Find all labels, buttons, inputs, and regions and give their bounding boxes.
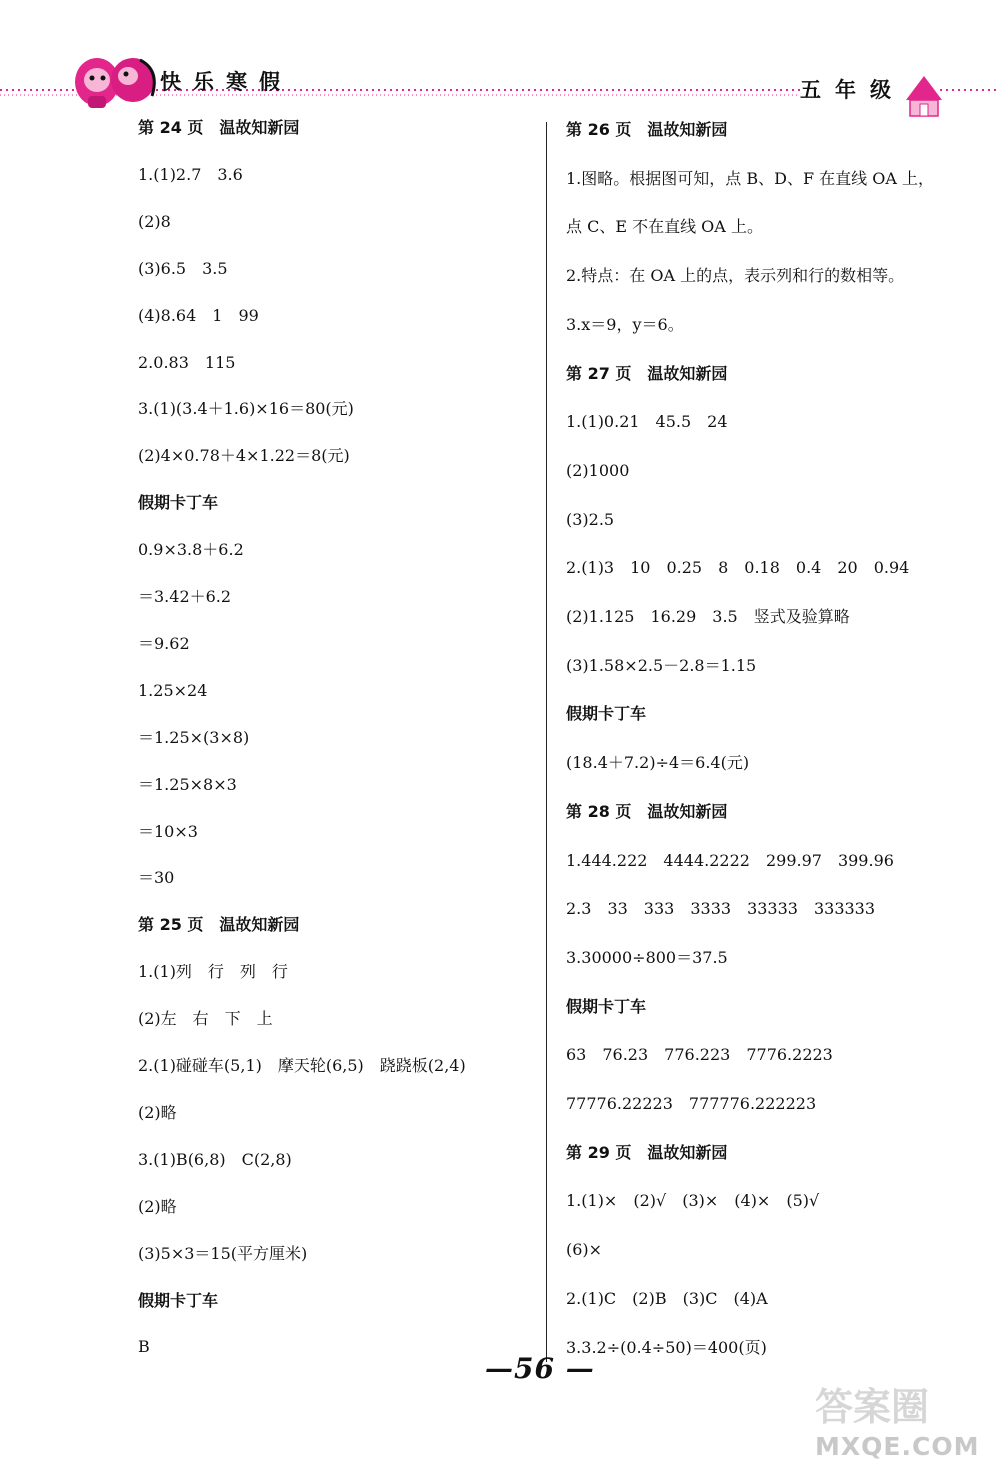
answer-line: (3)2.5 [566, 509, 615, 529]
page-header [0, 0, 1000, 120]
answer-line: 1.25×24 [138, 680, 208, 700]
answer-line: (2)1000 [566, 460, 630, 480]
answer-line: ＝1.25×(3×8) [138, 727, 250, 747]
answer-line: B [138, 1337, 150, 1357]
brand-title: 快乐寒假 [160, 70, 292, 94]
section-heading: 假期卡丁车 [138, 1290, 219, 1310]
answer-line: (2)略 [138, 1196, 177, 1216]
answer-line: (2)左 右 下 上 [138, 1009, 273, 1029]
answer-line: ＝30 [138, 868, 175, 888]
answer-line: 63 76.23 776.223 7776.2223 [566, 1045, 833, 1065]
answer-line: 点 C、E 不在直线 OA 上。 [566, 217, 763, 237]
answer-line: 1.(1)列 行 列 行 [138, 962, 288, 982]
answer-line: 1.(1)2.7 3.6 [138, 164, 243, 184]
watermark-logo-text: 答案圈 [815, 1385, 930, 1429]
answer-line: (18.4＋7.2)÷4＝6.4(元) [566, 753, 750, 773]
answer-line: 3.3.2÷(0.4÷50)＝400(页) [566, 1337, 767, 1357]
cartoon-characters-icon [75, 58, 155, 108]
answer-line: 2.特点：在 OA 上的点，表示列和行的数相等。 [566, 266, 905, 286]
watermark-text: MXQE.COM [815, 1432, 980, 1461]
column-divider [546, 122, 547, 1362]
answer-line: 0.9×3.8＋6.2 [138, 540, 244, 560]
answer-line: ＝10×3 [138, 821, 198, 841]
answer-line: 2.(1)碰碰车(5,1) 摩天轮(6,5) 跷跷板(2,4) [138, 1056, 466, 1075]
answer-line: (2)略 [138, 1102, 177, 1122]
answer-line: 1.444.222 4444.2222 299.97 399.96 [566, 850, 894, 870]
answer-line: (4)8.64 1 99 [138, 305, 259, 325]
answer-line: 1.图略。根据图可知，点 B、D、F 在直线 OA 上， [566, 168, 934, 188]
answer-line: ＝9.62 [138, 633, 190, 653]
answer-line: 2.3 33 333 3333 33333 333333 [566, 899, 876, 919]
answer-line: (2)8 [138, 211, 171, 231]
section-heading: 第 24 页 温故知新园 [138, 118, 300, 137]
answer-line: (2)1.125 16.29 3.5 竖式及验算略 [566, 607, 850, 626]
section-heading: 假期卡丁车 [138, 493, 219, 513]
house-icon [906, 76, 942, 116]
section-heading: 第 26 页 温故知新园 [566, 120, 728, 139]
page-number: —56 — [485, 1352, 595, 1385]
section-heading: 假期卡丁车 [566, 996, 647, 1016]
answer-line: (3)6.5 3.5 [138, 258, 228, 278]
answer-line: 3.x＝9，y＝6。 [566, 314, 684, 334]
section-heading: 第 28 页 温故知新园 [566, 801, 728, 821]
answer-line: (2)4×0.78＋4×1.22＝8(元) [138, 446, 350, 466]
grade-label: 五年级 [800, 78, 905, 102]
answer-line: 2.(1)3 10 0.25 8 0.18 0.4 20 0.94 [566, 558, 910, 578]
answer-line: ＝1.25×8×3 [138, 774, 237, 794]
answer-line: 2.(1)C (2)B (3)C (4)A [566, 1288, 768, 1308]
answer-line: 1.(1)0.21 45.5 24 [566, 412, 728, 432]
answer-line: 3.(1)B(6,8) C(2,8) [138, 1149, 292, 1169]
section-heading: 第 29 页 温故知新园 [566, 1142, 728, 1162]
answer-line: 2.0.83 115 [138, 352, 236, 372]
answer-line: 3.30000÷800＝37.5 [566, 947, 728, 967]
section-heading: 第 27 页 温故知新园 [566, 363, 728, 383]
section-heading: 假期卡丁车 [566, 704, 647, 724]
answer-line: 1.(1)× (2)√ (3)× (4)× (5)√ [566, 1191, 820, 1211]
answer-line: 77776.22223 777776.222223 [566, 1094, 817, 1113]
answer-line: (3)1.58×2.5－2.8＝1.15 [566, 655, 757, 675]
answer-line: (6)× [566, 1240, 603, 1260]
answer-line: ＝3.42＋6.2 [138, 587, 232, 606]
section-heading: 第 25 页 温故知新园 [138, 915, 300, 935]
answer-line: (3)5×3＝15(平方厘米) [138, 1243, 308, 1263]
answer-line: 3.(1)(3.4＋1.6)×16＝80(元) [138, 399, 354, 419]
